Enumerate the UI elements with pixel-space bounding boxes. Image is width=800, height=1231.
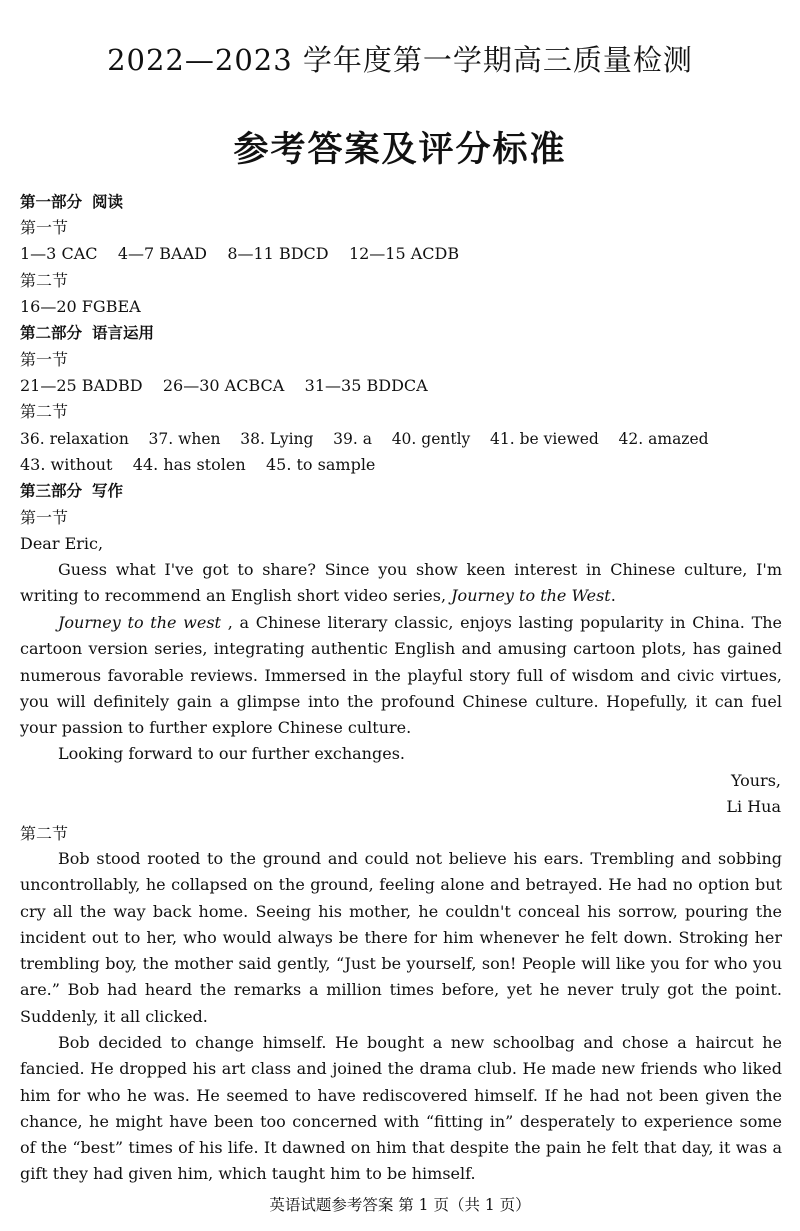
letter-closing: Yours, — [730, 771, 781, 790]
part3-section2-label: 第二节 — [20, 824, 69, 843]
letter-paragraph-2 — [20, 610, 782, 741]
part2-section2-label: 第二节 — [20, 402, 69, 421]
part2-heading — [20, 322, 154, 344]
part1-section2-answers: 16—20 FGBEA — [20, 297, 141, 316]
part1-section2-label: 第二节 — [20, 271, 69, 290]
letter-p1-title: Journey to the West — [451, 586, 611, 606]
exam-title: 2022—2023 学年度第一学期高三质量检测 — [107, 43, 693, 77]
story-paragraph-2: Bob decided to change himself. He bought a new schoolbag and chose a haircut he fancied. He dropped his art class and joined the drama club. He made new friends who liked him for who he was. He seemed to have rediscovered himself. If he had not been given the chance, he might have been too concerned with “fitting in” desperately to experience some of the “best” times of his life. It dawned on him that despite the pain he felt that day, it was a gift they had given him, which taught him to be himself. — [20, 1033, 782, 1184]
part2-section2-answers-line1: 36. relaxation 37. when 38. Lying 39. a 40. gently 41. be viewed 42. amazed — [20, 430, 709, 448]
letter-paragraph-1 — [20, 557, 782, 610]
answer-key-title: 参考答案及评分标准 — [233, 129, 567, 170]
part2-heading-sub: 语言运用 — [92, 324, 155, 342]
part3-heading — [20, 480, 123, 502]
part1-heading-label: 第一部分 — [20, 193, 83, 211]
part1-heading-sub: 阅读 — [92, 193, 124, 211]
letter-p2-text: , a Chinese literary classic, enjoys lasting popularity in China. The cartoon version series, integrating authentic English and amusing cartoon plots, has gained numerous favorable reviews. Immersed in the playful story full of wisdom and civic virtues, you will definitely gain a glimpse into the profound Chinese culture. Hopefully, it can fuel your passion to further explore Chinese culture. — [20, 613, 783, 738]
part3-heading-sub: 写作 — [92, 482, 124, 500]
page-footer: 英语试题参考答案 第 1 页（共 1 页） — [269, 1196, 531, 1214]
part3-heading-label: 第三部分 — [20, 482, 83, 500]
part1-section1-label: 第一节 — [20, 218, 69, 237]
part2-section2-answers-line2: 43. without 44. has stolen 45. to sample — [20, 455, 376, 474]
letter-paragraph-3: Looking forward to our further exchanges. — [58, 744, 405, 763]
letter-p2-title: Journey to the west — [58, 613, 221, 632]
part3-section1-label: 第一节 — [20, 508, 69, 527]
part2-section1-label: 第一节 — [20, 350, 69, 369]
letter-salutation: Dear Eric, — [20, 534, 104, 553]
part1-section1-answers: 1—3 CAC 4—7 BAAD 8—11 BDCD 12—15 ACDB — [20, 244, 460, 263]
part2-heading-label: 第二部分 — [20, 324, 83, 342]
letter-signature: Li Hua — [726, 797, 781, 816]
letter-p1-text: Guess what I've got to share? Since you show keen interest in Chinese culture, I'm writing to recommend an English short video series, — [20, 560, 782, 606]
part1-heading — [20, 191, 123, 213]
part2-section1-answers: 21—25 BADBD 26—30 ACBCA 31—35 BDDCA — [20, 376, 428, 395]
story-paragraph-1: Bob stood rooted to the ground and could not believe his ears. Trembling and sobbing uncontrollably, he collapsed on the ground, feeling alone and betrayed. He had no option but cry all the way back home. Seeing his mother, he couldn't conceal his sorrow, pouring the incident out to her, who would always be there for him whenever he felt down. Stroking her trembling boy, the mother said gently, “Just be yourself, son! People will like you for who you are.” Bob had heard the remarks a million times before, yet he never truly got the point. Suddenly, it all clicked. — [20, 849, 782, 1026]
letter-p1-end: . — [610, 586, 616, 606]
